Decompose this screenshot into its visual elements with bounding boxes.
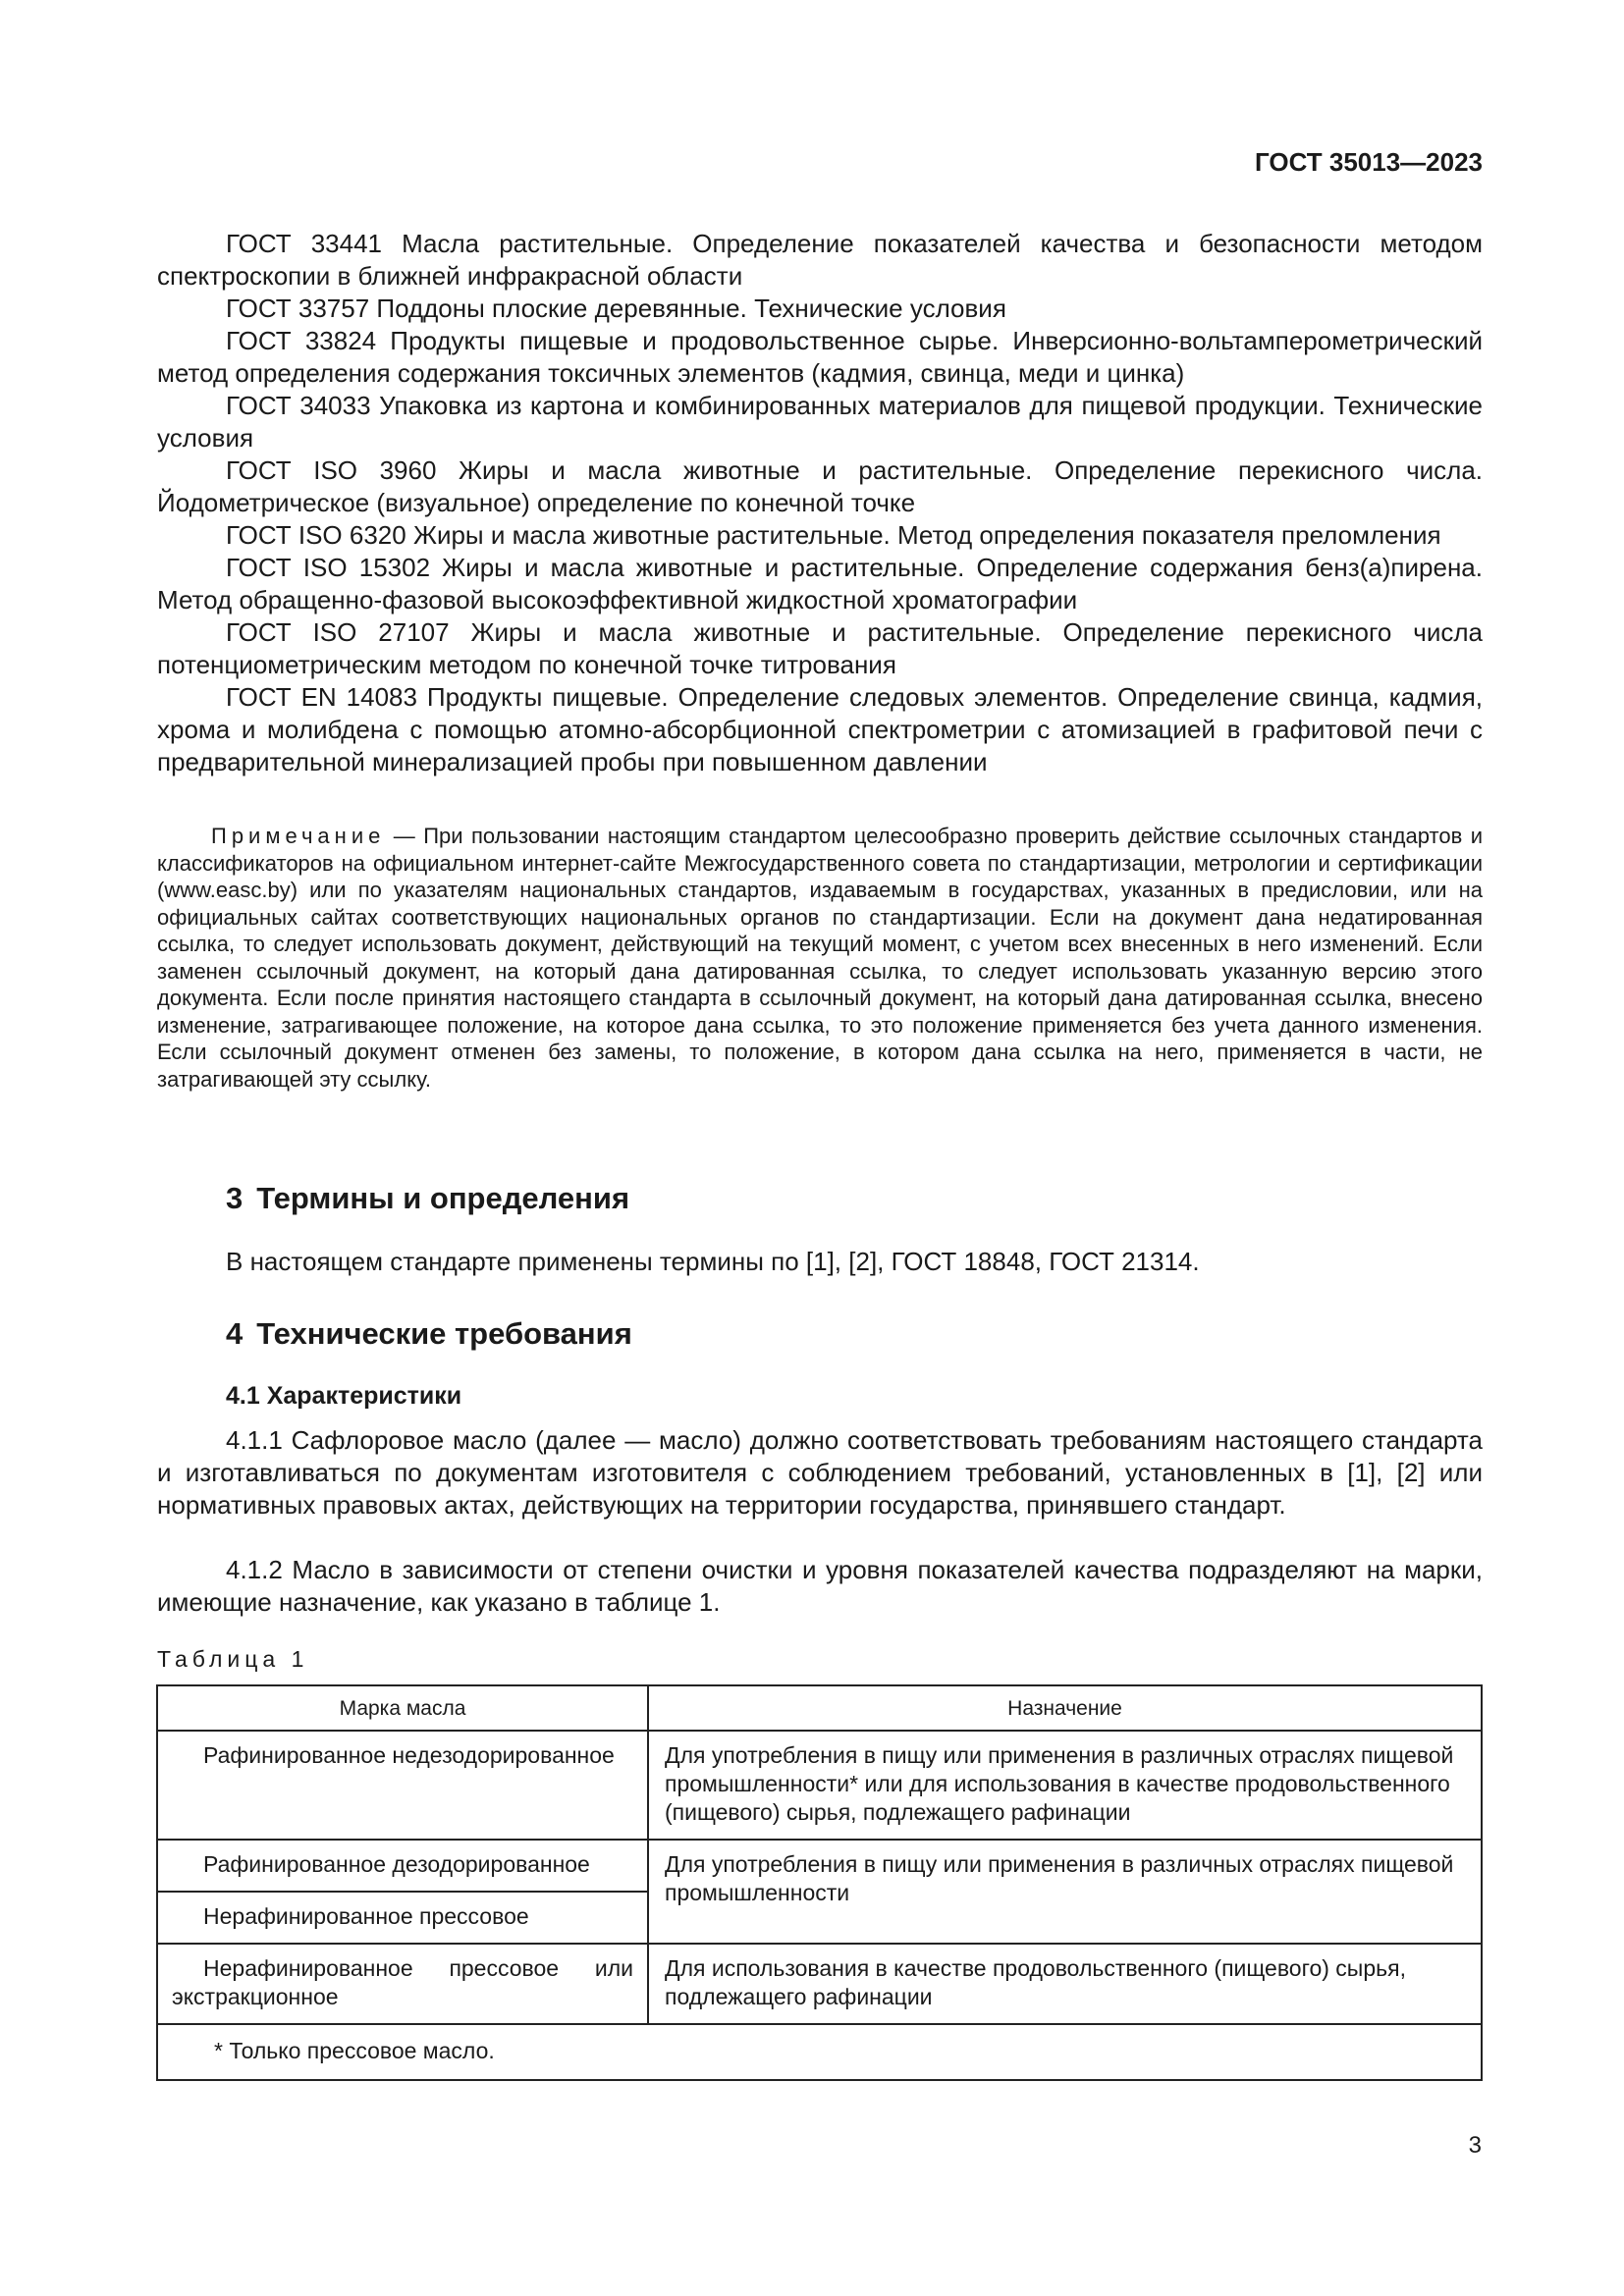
- header-grade: Марка масла: [157, 1685, 648, 1731]
- reference-item: ГОСТ 33441 Масла растительные. Определение показателей качества и безопасности методом спектроскопии в ближней инфракрасной области: [157, 229, 1483, 291]
- paragraph-4-1-1: 4.1.1 Сафлоровое масло (далее — масло) должно соответствовать требованиям настоящего стандарта и изготавливаться по документам изготовителя с соблюдением требований, установленных в [1], [2] или нормативных правовых актах, действующих на территории государства, принявшего стандарт.: [157, 1425, 1483, 1520]
- table-title: Таблица 1: [157, 1646, 309, 1672]
- section-3-text: В настоящем стандарте применены термины по [1], [2], ГОСТ 18848, ГОСТ 21314.: [226, 1247, 1200, 1276]
- grades-table: [156, 1684, 1483, 2081]
- purpose-cell: [648, 1731, 1482, 1840]
- references-list: [157, 228, 1483, 778]
- purpose-cell: [648, 1840, 1482, 1944]
- footnote-cell: [157, 2024, 1482, 2080]
- reference-item: ГОСТ 33824 Продукты пищевые и продовольственное сырье. Инверсионно-вольтамперометрический метод определения содержания токсичных элементов (кадмия, свинца, меди и цинка): [157, 326, 1483, 388]
- reference-item: ГОСТ EN 14083 Продукты пищевые. Определение следовых элементов. Определение свинца, кадмия, хрома и молибдена с помощью атомно-абсорбционной спектрометрии с атомизацией в графитовой печи с предварительной минерализацией пробы при повышенном давлении: [157, 682, 1483, 776]
- reference-item: ГОСТ 34033 Упаковка из картона и комбинированных материалов для пищевой продукции. Технические условия: [157, 391, 1483, 453]
- section-title: Технические требования: [256, 1316, 632, 1351]
- note-label: Примечание: [211, 824, 386, 848]
- table-row: [157, 1944, 1482, 2024]
- reference-item: ГОСТ ISO 3960 Жиры и масла животные и растительные. Определение перекисного числа. Йодометрическое (визуальное) определение по конечной точке: [157, 455, 1483, 517]
- subsection-heading: 4.1 Характеристики: [226, 1382, 462, 1410]
- note-paragraph: [157, 823, 1483, 1093]
- section-number: 3: [226, 1181, 244, 1215]
- note-text: — При пользовании настоящим стандартом целесообразно проверить действие ссылочных стандартов и классификаторов на официальном интернет-сайте Межгосударственного совета по стандартизации, метрологии и сертификации (www.easc.by) или по указателям национальных стандартов, издаваемым в государствах, указанных в предисловии, или на официальных сайтах соответствующих национальных органов по стандартизации. Если на документ дана недатированная ссылка, то следует использовать документ, действующий на текущий момент, с учетом всех внесенных в него изменений. Если заменен ссылочный документ, на который дана датированная ссылка, то следует использовать указанную версию этого документа. Если после принятия настоящего стандарта в ссылочный документ, на который дана датированная ссылка, внесено изменение, затрагивающее положение, на которое дана ссылка, то это положение применяется без учета данного изменения. Если ссылочный документ отменен без замены, то положение, в котором дана ссылка на него, применяется в части, не затрагивающей эту ссылку.: [157, 824, 1483, 1092]
- grade-cell: [157, 1944, 648, 2024]
- grade-name: Рафинированное дезодорированное: [203, 1851, 590, 1877]
- table-row: [157, 1840, 1482, 1892]
- grade-cell-content: [158, 1893, 647, 1943]
- reference-item: ГОСТ ISO 27107 Жиры и масла животные и растительные. Определение перекисного числа потенциометрическим методом по конечной точке титрования: [157, 617, 1483, 679]
- grade-name: Рафинированное недезодорированное: [203, 1742, 615, 1768]
- table-footnote: * Только прессовое масло.: [214, 2038, 495, 2063]
- grade-cell: [157, 1731, 648, 1840]
- section-title: Термины и определения: [256, 1181, 630, 1215]
- grade-name: Нерафинированное прессовое или экстракционное: [172, 1955, 633, 2009]
- grade-cell-content: [158, 1732, 647, 1782]
- paragraph-4-1-2: 4.1.2 Масло в зависимости от степени очистки и уровня показателей качества подразделяют на марки, имеющие назначение, как указано в таблице 1.: [157, 1555, 1483, 1617]
- section-number: 4: [226, 1316, 244, 1351]
- purpose-cell: [648, 1944, 1482, 2024]
- grade-cell-content: [158, 1945, 647, 2023]
- page-number: 3: [1468, 2132, 1482, 2159]
- grade-cell-content: [158, 1841, 647, 1891]
- grade-cell: [157, 1892, 648, 1944]
- purpose-text: Для употребления в пищу или применения в различных отраслях пищевой промышленности* или для использования в качестве продовольственного (пищевого) сырья, подлежащего рафинации: [665, 1742, 1454, 1825]
- reference-item: ГОСТ ISO 15302 Жиры и масла животные и растительные. Определение содержания бенз(а)пирена. Метод обращенно-фазовой высокоэффективной жидкостной хроматографии: [157, 553, 1483, 614]
- table-row: [157, 1731, 1482, 1840]
- purpose-text: Для использования в качестве продовольственного (пищевого) сырья, подлежащего рафинации: [665, 1955, 1406, 2009]
- reference-item: ГОСТ ISO 6320 Жиры и масла животные растительные. Метод определения показателя преломления: [226, 520, 1441, 550]
- table-footnote-row: [157, 2024, 1482, 2080]
- document-id: ГОСТ 35013—2023: [1255, 147, 1483, 177]
- table-header-row: [157, 1685, 1482, 1731]
- purpose-text: Для употребления в пищу или применения в различных отраслях пищевой промышленности: [665, 1851, 1454, 1905]
- grade-name: Нерафинированное прессовое: [203, 1903, 529, 1929]
- grade-cell: [157, 1840, 648, 1892]
- header-purpose: Назначение: [648, 1685, 1482, 1731]
- section-3-heading: [226, 1181, 629, 1216]
- reference-item: ГОСТ 33757 Поддоны плоские деревянные. Технические условия: [226, 294, 1006, 323]
- section-4-heading: [226, 1316, 632, 1352]
